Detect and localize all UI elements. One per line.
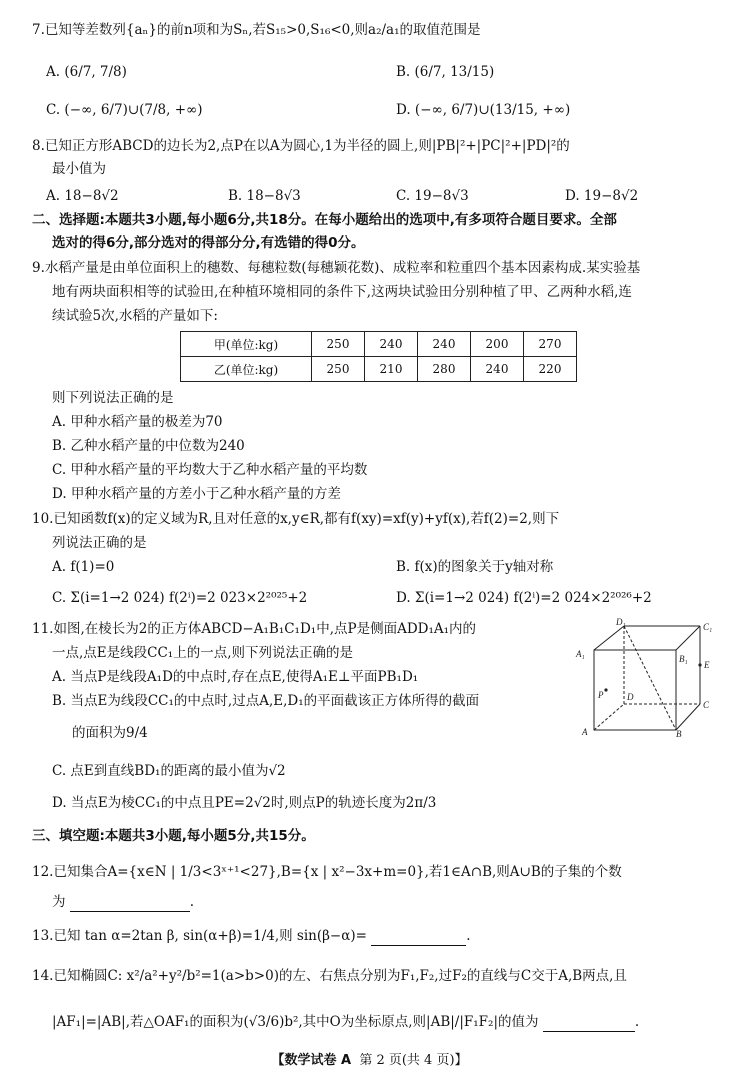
q14-stem-line1: 14.已知椭圆C: x²/a²+y²/b²=1(a>b>0)的左、右焦点分别为F₁,F₂,过F₂的直线与C交于A,B两点,且 [32, 968, 627, 984]
q8-stem-line1: 8.已知正方形ABCD的边长为2,点P在以A为圆心,1为半径的圆上,则|PB|²+|PC|²+|PD|²的 [32, 138, 570, 154]
q12-stem-prefix: 为 [52, 894, 66, 910]
q10-option-a: A. f(1)=0 [52, 559, 115, 575]
section-2-heading-cont: 选对的得6分,部分选对的得部分分,有选错的得0分。 [52, 235, 365, 251]
q7-option-c: C. (−∞, 6/7)∪(7/8, +∞) [46, 102, 203, 118]
q9-option-c: C. 甲种水稻产量的平均数大于乙种水稻产量的平均数 [52, 462, 368, 478]
cube-figure [572, 616, 717, 738]
q9-option-a: A. 甲种水稻产量的极差为70 [52, 414, 223, 430]
fig-label-e: E [704, 660, 710, 670]
table-cell: 210 [365, 357, 418, 382]
fig-label-b: B [676, 729, 682, 738]
footer-page-number: 第 2 页(共 4 页)】 [359, 1053, 468, 1068]
q13-line: 13.已知 tan α=2tan β, sin(α+β)=1/4,则 sin(β−α)= . [32, 928, 471, 944]
fig-label-a: A [582, 727, 588, 737]
fig-label-d1: D₁ [616, 617, 626, 627]
q8-option-a: A. 18−8√2 [46, 188, 119, 204]
q9-prompt: 则下列说法正确的是 [52, 390, 174, 406]
q12-stem-line1: 12.已知集合A={x∈N | 1/3<3ˣ⁺¹<27},B={x | x²−3x+m=0},若1∈A∩B,则A∪B的子集的个数 [32, 864, 622, 880]
q8-option-b: B. 18−8√3 [228, 188, 301, 204]
q10-stem-line2: 列说法正确的是 [52, 535, 147, 551]
q12-answer-blank[interactable] [70, 897, 190, 912]
fig-label-c1: C₁ [703, 622, 713, 632]
fig-label-d: D [627, 692, 634, 702]
yield-table [180, 331, 577, 382]
page-footer [0, 1052, 739, 1070]
q11-stem-line2: 一点,点E是线段CC₁上的一点,则下列说法正确的是 [52, 645, 354, 661]
q8-option-c: C. 19−8√3 [396, 188, 469, 204]
table-cell: 280 [418, 357, 471, 382]
q13-stem: 13.已知 tan α=2tan β, sin(α+β)=1/4,则 sin(β−α)= [32, 928, 367, 944]
q8-stem-line2: 最小值为 [52, 161, 106, 177]
table-cell: 240 [471, 357, 524, 382]
table-cell: 240 [365, 332, 418, 357]
fig-label-c: C [703, 700, 710, 710]
q10-option-c: C. Σ(i=1→2 024) f(2ⁱ)=2 023×2²⁰²⁵+2 [52, 590, 308, 606]
fig-label-p: P [598, 690, 604, 700]
q11-option-d: D. 当点E为棱CC₁的中点且PE=2√2时,则点P的轨迹长度为2π/3 [52, 795, 437, 811]
table-cell: 乙(单位:kg) [181, 357, 312, 382]
q7-stem: 7.已知等差数列{aₙ}的前n项和为Sₙ,若S₁₅>0,S₁₆<0,则a₂/a₁的取值范围是 [32, 22, 481, 38]
q9-option-d: D. 甲种水稻产量的方差小于乙种水稻产量的方差 [52, 486, 341, 502]
q9-stem-line2: 地有两块面积相等的试验田,在种植环境相同的条件下,这两块试验田分别种植了甲、乙两种水稻,连 [52, 284, 632, 300]
section-3-heading: 三、填空题:本题共3小题,每小题5分,共15分。 [32, 828, 315, 844]
fig-label-a1: A₁ [576, 649, 585, 659]
q10-option-b: B. f(x)的图象关于y轴对称 [396, 559, 554, 575]
q11-option-c: C. 点E到直线BD₁的距离的最小值为√2 [52, 763, 286, 779]
section-2-heading: 二、选择题:本题共3小题,每小题6分,共18分。在每小题给出的选项中,有多项符合题目要求。全部 [32, 212, 617, 228]
q7-option-a: A. (6/7, 7/8) [46, 64, 127, 80]
q13-answer-blank[interactable] [371, 931, 466, 946]
q12-stem-line2: 为 . [52, 894, 195, 910]
footer-subject: 【数学试卷 A [271, 1053, 352, 1068]
q9-stem-line3: 续试验5次,水稻的产量如下: [52, 308, 218, 324]
q10-option-d: D. Σ(i=1→2 024) f(2ⁱ)=2 024×2²⁰²⁶+2 [396, 590, 652, 606]
table-row [181, 332, 577, 357]
q9-stem-line1: 9.水稻产量是由单位面积上的穗数、每穗粒数(每穗颖花数)、成粒率和粒重四个基本因素构成.某实验基 [32, 260, 641, 276]
q11-option-b: B. 当点E为线段CC₁的中点时,过点A,E,D₁的平面截该正方体所得的截面 [52, 693, 480, 709]
q14-answer-blank[interactable] [543, 1017, 635, 1032]
table-cell: 240 [418, 332, 471, 357]
q10-stem-line1: 10.已知函数f(x)的定义域为R,且对任意的x,y∈R,都有f(xy)=xf(y)+yf(x),若f(2)=2,则下 [32, 511, 560, 527]
table-cell: 220 [524, 357, 577, 382]
q11-option-a: A. 当点P是线段A₁D的中点时,存在点E,使得A₁E⊥平面PB₁D₁ [52, 669, 419, 685]
table-row [181, 357, 577, 382]
q9-option-b: B. 乙种水稻产量的中位数为240 [52, 438, 245, 454]
table-cell: 200 [471, 332, 524, 357]
q11-stem-line1: 11.如图,在棱长为2的正方体ABCD−A₁B₁C₁D₁中,点P是侧面ADD₁A₁内的 [32, 621, 477, 637]
fig-label-b1: B₁ [679, 654, 688, 664]
table-cell: 270 [524, 332, 577, 357]
q14-stem-line2: |AF₁|=|AB|,若△OAF₁的面积为(√3/6)b²,其中O为坐标原点,则|AB|/|F₁F₂|的值为 . [52, 1014, 640, 1030]
q7-option-d: D. (−∞, 6/7)∪(13/15, +∞) [396, 102, 571, 118]
table-cell: 250 [312, 357, 365, 382]
q7-option-b: B. (6/7, 13/15) [396, 64, 495, 80]
table-cell: 250 [312, 332, 365, 357]
q11-option-b-cont: 的面积为9/4 [72, 725, 148, 741]
table-cell: 甲(单位:kg) [181, 332, 312, 357]
q8-option-d: D. 19−8√2 [565, 188, 639, 204]
q14-stem: |AF₁|=|AB|,若△OAF₁的面积为(√3/6)b²,其中O为坐标原点,则|AB|/|F₁F₂|的值为 [52, 1014, 539, 1030]
